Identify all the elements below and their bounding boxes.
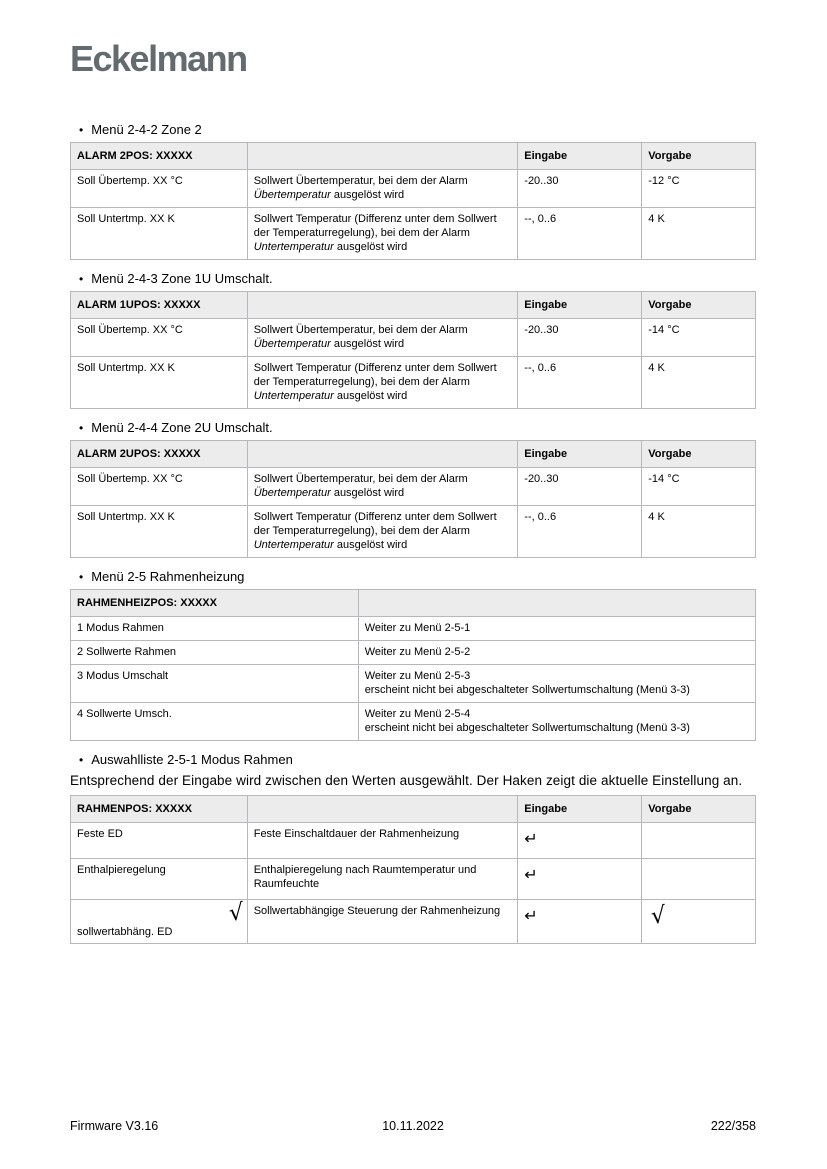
section-title-auswahlliste-2-5-1	[70, 752, 756, 767]
table-row	[71, 641, 756, 665]
section-title-text: Menü 2-4-2 Zone 2	[91, 122, 202, 137]
table-header-cell: Eingabe	[518, 292, 642, 319]
vorgabe-cell: -14 °C	[642, 468, 756, 506]
table-header-cell: Eingabe	[518, 441, 642, 468]
menu-target-line1: Weiter zu Menü 2-5-3	[364, 670, 471, 682]
description-text: Sollwert Temperatur (Differenz unter dem Sollwert der Temperaturregelung), bei dem der Alarm	[253, 362, 497, 388]
alarm-1upos-table	[70, 291, 756, 409]
page-content	[70, 0, 756, 946]
description-italic: Übertemperatur	[253, 189, 331, 201]
description-text: ausgelöst wird	[333, 241, 408, 253]
selection-note-text: Entsprechend der Eingabe wird zwischen den Werten ausgewählt. Der Haken zeigt die aktuelle Einstellung an.	[70, 773, 743, 788]
description-italic: Übertemperatur	[253, 338, 331, 350]
table-row	[71, 170, 756, 208]
param-name-cell: Soll Übertemp. XX °C	[71, 319, 248, 357]
table-header-row	[71, 292, 756, 319]
eingabe-cell	[518, 859, 642, 900]
vorgabe-cell: 4 K	[642, 357, 756, 409]
table-header-row	[71, 590, 756, 617]
vorgabe-cell	[642, 900, 756, 944]
alarm-2upos-table	[70, 440, 756, 558]
eingabe-cell: -20..30	[518, 319, 642, 357]
description-cell: Enthalpieregelung nach Raumtemperatur und Raumfeuchte	[247, 859, 518, 900]
description-text: Sollwert Übertemperatur, bei dem der Alarm	[253, 473, 468, 485]
table-row	[71, 357, 756, 409]
param-name-cell: Soll Untertmp. XX K	[71, 357, 248, 409]
menu-target-cell	[358, 665, 755, 703]
enter-key-icon: ↵	[524, 829, 538, 848]
eingabe-cell: --, 0..6	[518, 208, 642, 260]
footer-page-number: 222/358	[710, 1119, 757, 1133]
table-header-row	[71, 441, 756, 468]
vorgabe-cell: -12 °C	[642, 170, 756, 208]
page-footer	[70, 1119, 756, 1133]
bullet-icon: •	[79, 753, 84, 767]
table-row	[71, 319, 756, 357]
table-row	[71, 900, 756, 944]
table-header-cell: RAHMENPOS: XXXXX	[71, 796, 248, 823]
table-header-cell: Vorgabe	[642, 143, 756, 170]
vorgabe-cell	[642, 859, 756, 900]
table-row	[71, 617, 756, 641]
eingabe-cell	[518, 900, 642, 944]
description-text: ausgelöst wird	[330, 487, 405, 499]
table-header-cell: Eingabe	[518, 143, 642, 170]
option-name-text: sollwertabhäng. ED	[77, 926, 173, 938]
description-cell	[247, 468, 518, 506]
menu-target-line2: erscheint nicht bei abgeschalteter Sollwertumschaltung (Menü 3-3)	[364, 722, 690, 734]
table-header-cell-empty	[247, 143, 518, 170]
description-italic: Untertemperatur	[253, 241, 334, 253]
table-header-cell: Eingabe	[518, 796, 642, 823]
table-header-cell-empty	[247, 796, 518, 823]
table-row	[71, 665, 756, 703]
table-row	[71, 823, 756, 859]
eingabe-cell: -20..30	[518, 468, 642, 506]
footer-firmware-version: Firmware V3.16	[70, 1119, 159, 1133]
description-cell: Sollwertabhängige Steuerung der Rahmenheizung	[247, 900, 518, 944]
description-text: Sollwert Temperatur (Differenz unter dem Sollwert der Temperaturregelung), bei dem der Alarm	[253, 213, 497, 239]
description-italic: Untertemperatur	[253, 539, 334, 551]
menu-target-cell	[358, 617, 755, 641]
description-text: ausgelöst wird	[330, 189, 405, 201]
menu-target-cell	[358, 641, 755, 665]
description-text: Sollwert Übertemperatur, bei dem der Alarm	[253, 175, 468, 187]
menu-target-line2: erscheint nicht bei abgeschalteter Sollwertumschaltung (Menü 3-3)	[364, 684, 690, 696]
bullet-icon: •	[79, 570, 84, 584]
menu-target-line1: Weiter zu Menü 2-5-2	[364, 646, 471, 658]
bullet-icon: •	[79, 123, 84, 137]
checkmark-icon: √	[650, 902, 668, 930]
vorgabe-cell	[642, 823, 756, 859]
table-header-cell: Vorgabe	[642, 441, 756, 468]
table-header-row	[71, 796, 756, 823]
bullet-icon: •	[79, 272, 84, 286]
vorgabe-cell: 4 K	[642, 208, 756, 260]
option-name-cell	[71, 900, 248, 944]
section-title-menu-2-4-2	[70, 122, 756, 137]
description-cell: Feste Einschaltdauer der Rahmenheizung	[247, 823, 518, 859]
enter-key-icon: ↵	[524, 865, 538, 884]
section-title-menu-2-4-4	[70, 420, 756, 435]
company-logo: Eckelmann	[70, 38, 247, 79]
description-cell	[247, 506, 518, 558]
rahmenheiz-table	[70, 589, 756, 741]
footer-date: 10.11.2022	[382, 1119, 444, 1133]
menu-target-line1: Weiter zu Menü 2-5-1	[364, 622, 471, 634]
table-header-cell-empty	[247, 441, 518, 468]
section-title-text: Menü 2-5 Rahmenheizung	[91, 569, 245, 584]
eingabe-cell: -20..30	[518, 170, 642, 208]
menu-target-line1: Weiter zu Menü 2-5-4	[364, 708, 471, 720]
menu-item-cell: 2 Sollwerte Rahmen	[71, 641, 359, 665]
checkmark-icon: √	[227, 899, 245, 927]
description-text: Sollwert Temperatur (Differenz unter dem Sollwert der Temperaturregelung), bei dem der Alarm	[253, 511, 497, 537]
description-text: ausgelöst wird	[333, 390, 408, 402]
description-cell	[247, 208, 518, 260]
param-name-cell: Soll Untertmp. XX K	[71, 506, 248, 558]
description-cell	[247, 319, 518, 357]
description-text: ausgelöst wird	[333, 539, 408, 551]
eingabe-cell: --, 0..6	[518, 357, 642, 409]
description-cell	[247, 357, 518, 409]
section-title-menu-2-5	[70, 569, 756, 584]
rahmenpos-table	[70, 795, 756, 944]
section-title-text: Menü 2-4-3 Zone 1U Umschalt.	[91, 271, 273, 286]
alarm-2pos-table	[70, 142, 756, 260]
bullet-icon: •	[79, 421, 84, 435]
enter-key-icon: ↵	[524, 906, 538, 925]
table-row	[71, 859, 756, 900]
section-title-menu-2-4-3	[70, 271, 756, 286]
table-row	[71, 468, 756, 506]
param-name-cell: Soll Untertmp. XX K	[71, 208, 248, 260]
table-header-cell: ALARM 2UPOS: XXXXX	[71, 441, 248, 468]
table-row	[71, 506, 756, 558]
table-header-row	[71, 143, 756, 170]
option-name-cell: Enthalpieregelung	[71, 859, 248, 900]
menu-item-cell: 4 Sollwerte Umsch.	[71, 703, 359, 741]
section-title-text: Auswahlliste 2-5-1 Modus Rahmen	[91, 752, 293, 767]
table-header-cell: ALARM 2POS: XXXXX	[71, 143, 248, 170]
param-name-cell: Soll Übertemp. XX °C	[71, 170, 248, 208]
table-header-cell: RAHMENHEIZPOS: XXXXX	[71, 590, 359, 617]
description-italic: Untertemperatur	[253, 390, 334, 402]
vorgabe-cell: 4 K	[642, 506, 756, 558]
description-italic: Übertemperatur	[253, 487, 331, 499]
param-name-cell: Soll Übertemp. XX °C	[71, 468, 248, 506]
vorgabe-cell: -14 °C	[642, 319, 756, 357]
table-row	[71, 208, 756, 260]
eingabe-cell	[518, 823, 642, 859]
table-header-cell: Vorgabe	[642, 796, 756, 823]
table-row	[71, 703, 756, 741]
table-header-cell-empty	[247, 292, 518, 319]
table-header-cell-empty	[358, 590, 755, 617]
eingabe-cell: --, 0..6	[518, 506, 642, 558]
description-text: Sollwert Übertemperatur, bei dem der Alarm	[253, 324, 468, 336]
table-header-cell: Vorgabe	[642, 292, 756, 319]
section-title-text: Menü 2-4-4 Zone 2U Umschalt.	[91, 420, 273, 435]
description-cell	[247, 170, 518, 208]
menu-item-cell: 3 Modus Umschalt	[71, 665, 359, 703]
menu-item-cell: 1 Modus Rahmen	[71, 617, 359, 641]
option-name-cell: Feste ED	[71, 823, 248, 859]
menu-target-cell	[358, 703, 755, 741]
description-text: ausgelöst wird	[330, 338, 405, 350]
table-header-cell: ALARM 1UPOS: XXXXX	[71, 292, 248, 319]
